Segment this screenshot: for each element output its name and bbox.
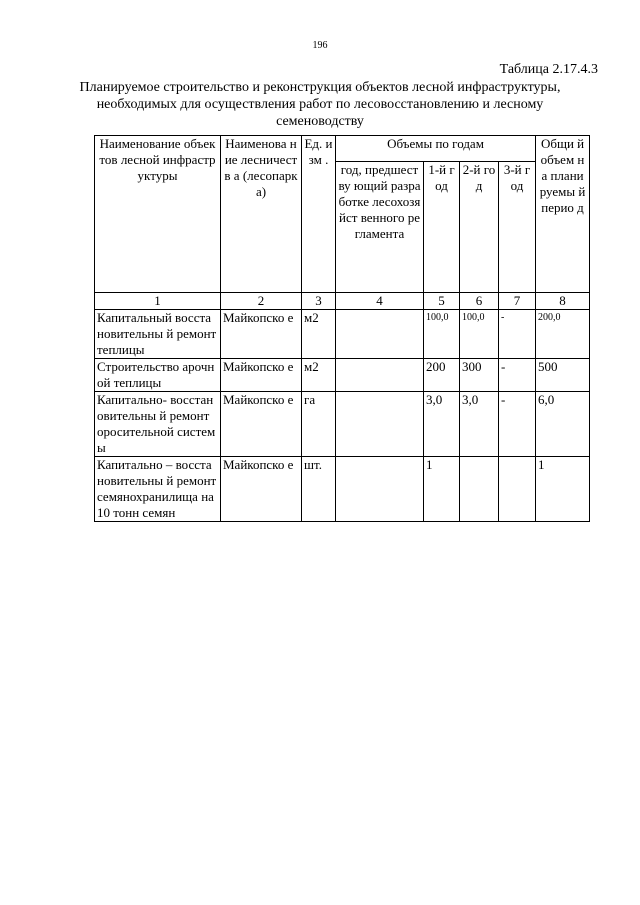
column-number: 3 — [302, 293, 336, 310]
row-forestry: Майкопско е — [221, 392, 302, 457]
column-number: 5 — [424, 293, 460, 310]
row-forestry: Майкопско е — [221, 310, 302, 359]
row-year-2: 100,0 — [460, 310, 499, 359]
row-year-3: - — [499, 310, 536, 359]
row-unit: м2 — [302, 310, 336, 359]
row-total: 200,0 — [536, 310, 590, 359]
row-forestry: Майкопско е — [221, 359, 302, 392]
row-year-3: - — [499, 392, 536, 457]
header-year-1: 1-й год — [424, 162, 460, 293]
table-title: Планируемое строительство и реконструкция объектов лесной инфраструктуры, необходимых для осуществления работ по лесовосстановлению и лесному семеноводству — [79, 80, 561, 129]
row-total: 500 — [536, 359, 590, 392]
table-label: Таблица 2.17.4.3 — [499, 62, 598, 77]
row-year-2: 3,0 — [460, 392, 499, 457]
row-total: 1 — [536, 457, 590, 522]
header-year-before: год, предшеству ющий разработке лесохозяйст венного регламента — [336, 162, 424, 293]
column-number: 7 — [499, 293, 536, 310]
row-name: Строительство арочной теплицы — [95, 359, 221, 392]
column-number: 4 — [336, 293, 424, 310]
header-total: Общи й объем на плани руемы й перио д — [536, 136, 590, 293]
header-year-3: 3-й год — [499, 162, 536, 293]
page-number: 196 — [312, 40, 328, 51]
header-year-2: 2-й год — [460, 162, 499, 293]
row-name: Капитальный восстановительны й ремонт теплицы — [95, 310, 221, 359]
row-prev-year — [336, 457, 424, 522]
row-year-1: 200 — [424, 359, 460, 392]
column-number: 8 — [536, 293, 590, 310]
row-prev-year — [336, 310, 424, 359]
row-year-2 — [460, 457, 499, 522]
row-year-3 — [499, 457, 536, 522]
row-unit: шт. — [302, 457, 336, 522]
row-year-2: 300 — [460, 359, 499, 392]
header-unit: Ед. изм . — [302, 136, 336, 293]
column-number: 6 — [460, 293, 499, 310]
table-row — [95, 392, 590, 457]
table-row — [95, 457, 590, 522]
header-volumes-by-year: Объемы по годам — [336, 136, 536, 162]
table-row — [95, 359, 590, 392]
column-number-row — [95, 293, 590, 310]
forest-infrastructure-table — [94, 135, 590, 522]
column-number: 2 — [221, 293, 302, 310]
row-unit: м2 — [302, 359, 336, 392]
column-number: 1 — [95, 293, 221, 310]
row-name: Капитально – восстановительны й ремонт семянохранилища на 10 тонн семян — [95, 457, 221, 522]
row-prev-year — [336, 392, 424, 457]
table-row — [95, 310, 590, 359]
row-year-3: - — [499, 359, 536, 392]
row-prev-year — [336, 359, 424, 392]
header-forestry: Наименова ние лесничеств а (лесопарка) — [221, 136, 302, 293]
row-unit: га — [302, 392, 336, 457]
row-total: 6,0 — [536, 392, 590, 457]
row-year-1: 100,0 — [424, 310, 460, 359]
row-year-1: 3,0 — [424, 392, 460, 457]
row-name: Капитально- восстановительны й ремонт оросительной системы — [95, 392, 221, 457]
row-year-1: 1 — [424, 457, 460, 522]
row-forestry: Майкопско е — [221, 457, 302, 522]
header-name: Наименование объектов лесной инфраструктуры — [95, 136, 221, 293]
